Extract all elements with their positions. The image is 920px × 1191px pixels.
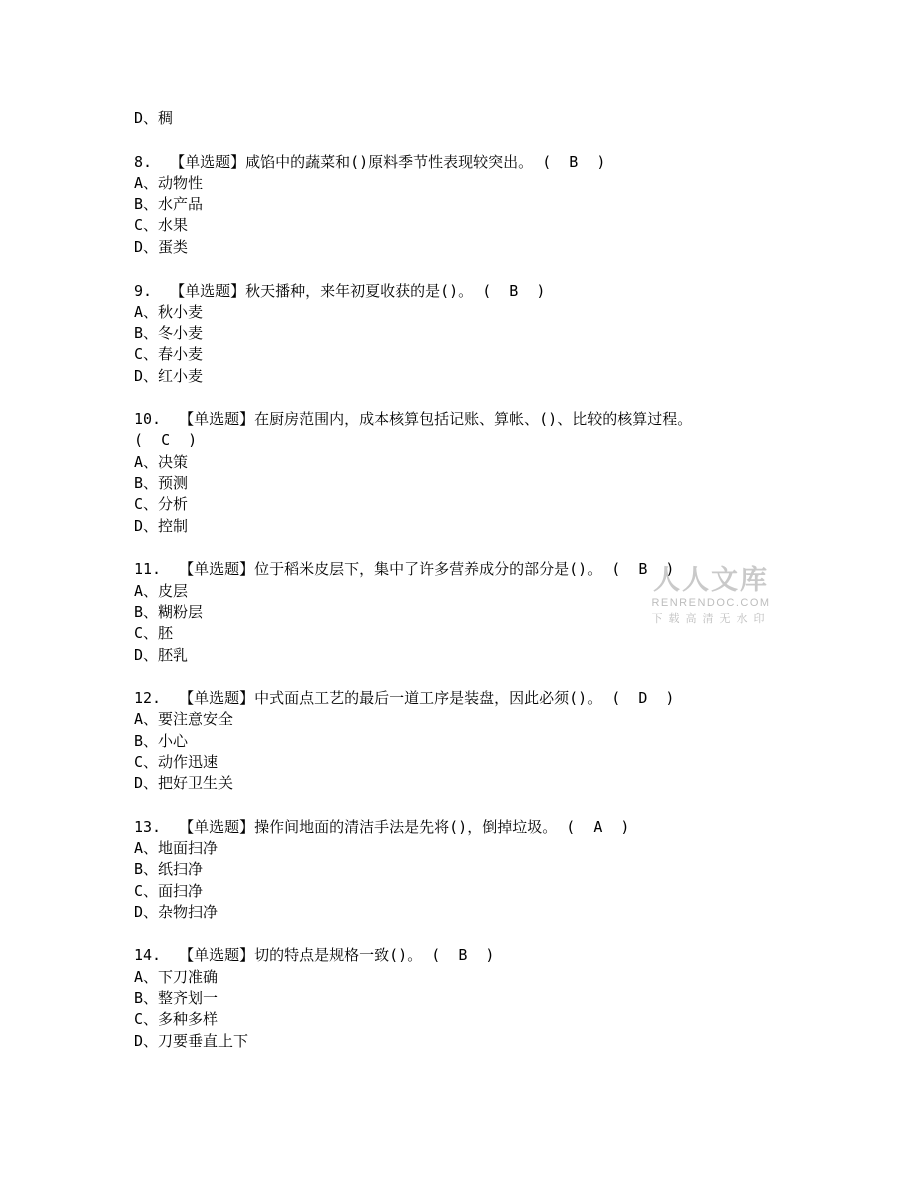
question-14: 14. 【单选题】切的特点是规格一致()。 ( B ) (134, 946, 495, 964)
answer-option: B、预测 (134, 474, 189, 492)
answer-option: C、春小麦 (134, 345, 204, 363)
watermark-url: RENRENDOC.COM (651, 597, 771, 609)
answer-option: A、皮层 (134, 582, 189, 600)
answer-option: C、水果 (134, 216, 189, 234)
question-11: 11. 【单选题】位于稻米皮层下，集中了许多营养成分的部分是()。 ( B ) (134, 560, 675, 578)
watermark-title: 人人文库 (653, 565, 769, 596)
answer-option: C、多种多样 (134, 1010, 219, 1028)
answer-option: C、面扫净 (134, 882, 204, 900)
answer-option: D、胚乳 (134, 646, 189, 664)
answer-option: A、地面扫净 (134, 839, 219, 857)
answer-option: A、秋小麦 (134, 303, 204, 321)
answer-option: A、动物性 (134, 174, 204, 192)
watermark-slogan: 下载高清无水印 (651, 612, 771, 625)
answer-option: A、决策 (134, 453, 189, 471)
question-10: 10. 【单选题】在厨房范围内，成本核算包括记账、算帐、()、比较的核算过程。 (134, 410, 693, 428)
answer-option: A、要注意安全 (134, 710, 234, 728)
answer-option: C、动作迅速 (134, 753, 219, 771)
answer-option: D、红小麦 (134, 367, 204, 385)
answer-option: D、杂物扫净 (134, 903, 219, 921)
question-8: 8. 【单选题】咸馅中的蔬菜和()原料季节性表现较突出。 ( B ) (134, 153, 606, 171)
answer-option: D、把好卫生关 (134, 774, 234, 792)
answer-option: A、下刀准确 (134, 968, 219, 986)
question-12: 12. 【单选题】中式面点工艺的最后一道工序是装盘，因此必须()。 ( D ) (134, 689, 675, 707)
answer-option: B、纸扫净 (134, 860, 204, 878)
answer-option: D、稠 (134, 109, 174, 127)
question-13: 13. 【单选题】操作间地面的清洁手法是先将()，倒掉垃圾。 ( A ) (134, 818, 630, 836)
answer-option: B、糊粉层 (134, 603, 204, 621)
question-9: 9. 【单选题】秋天播种，来年初夏收获的是()。 ( B ) (134, 282, 546, 300)
answer-option: B、水产品 (134, 195, 204, 213)
answer-option: D、蛋类 (134, 238, 189, 256)
answer-option: C、胚 (134, 624, 174, 642)
answer-option: B、冬小麦 (134, 324, 204, 342)
watermark (646, 566, 776, 626)
answer-option: B、整齐划一 (134, 989, 219, 1007)
question-10-answer: ( C ) (134, 431, 198, 449)
answer-option: D、刀要垂直上下 (134, 1032, 249, 1050)
answer-option: C、分析 (134, 495, 189, 513)
answer-option: B、小心 (134, 732, 189, 750)
answer-option: D、控制 (134, 517, 189, 535)
